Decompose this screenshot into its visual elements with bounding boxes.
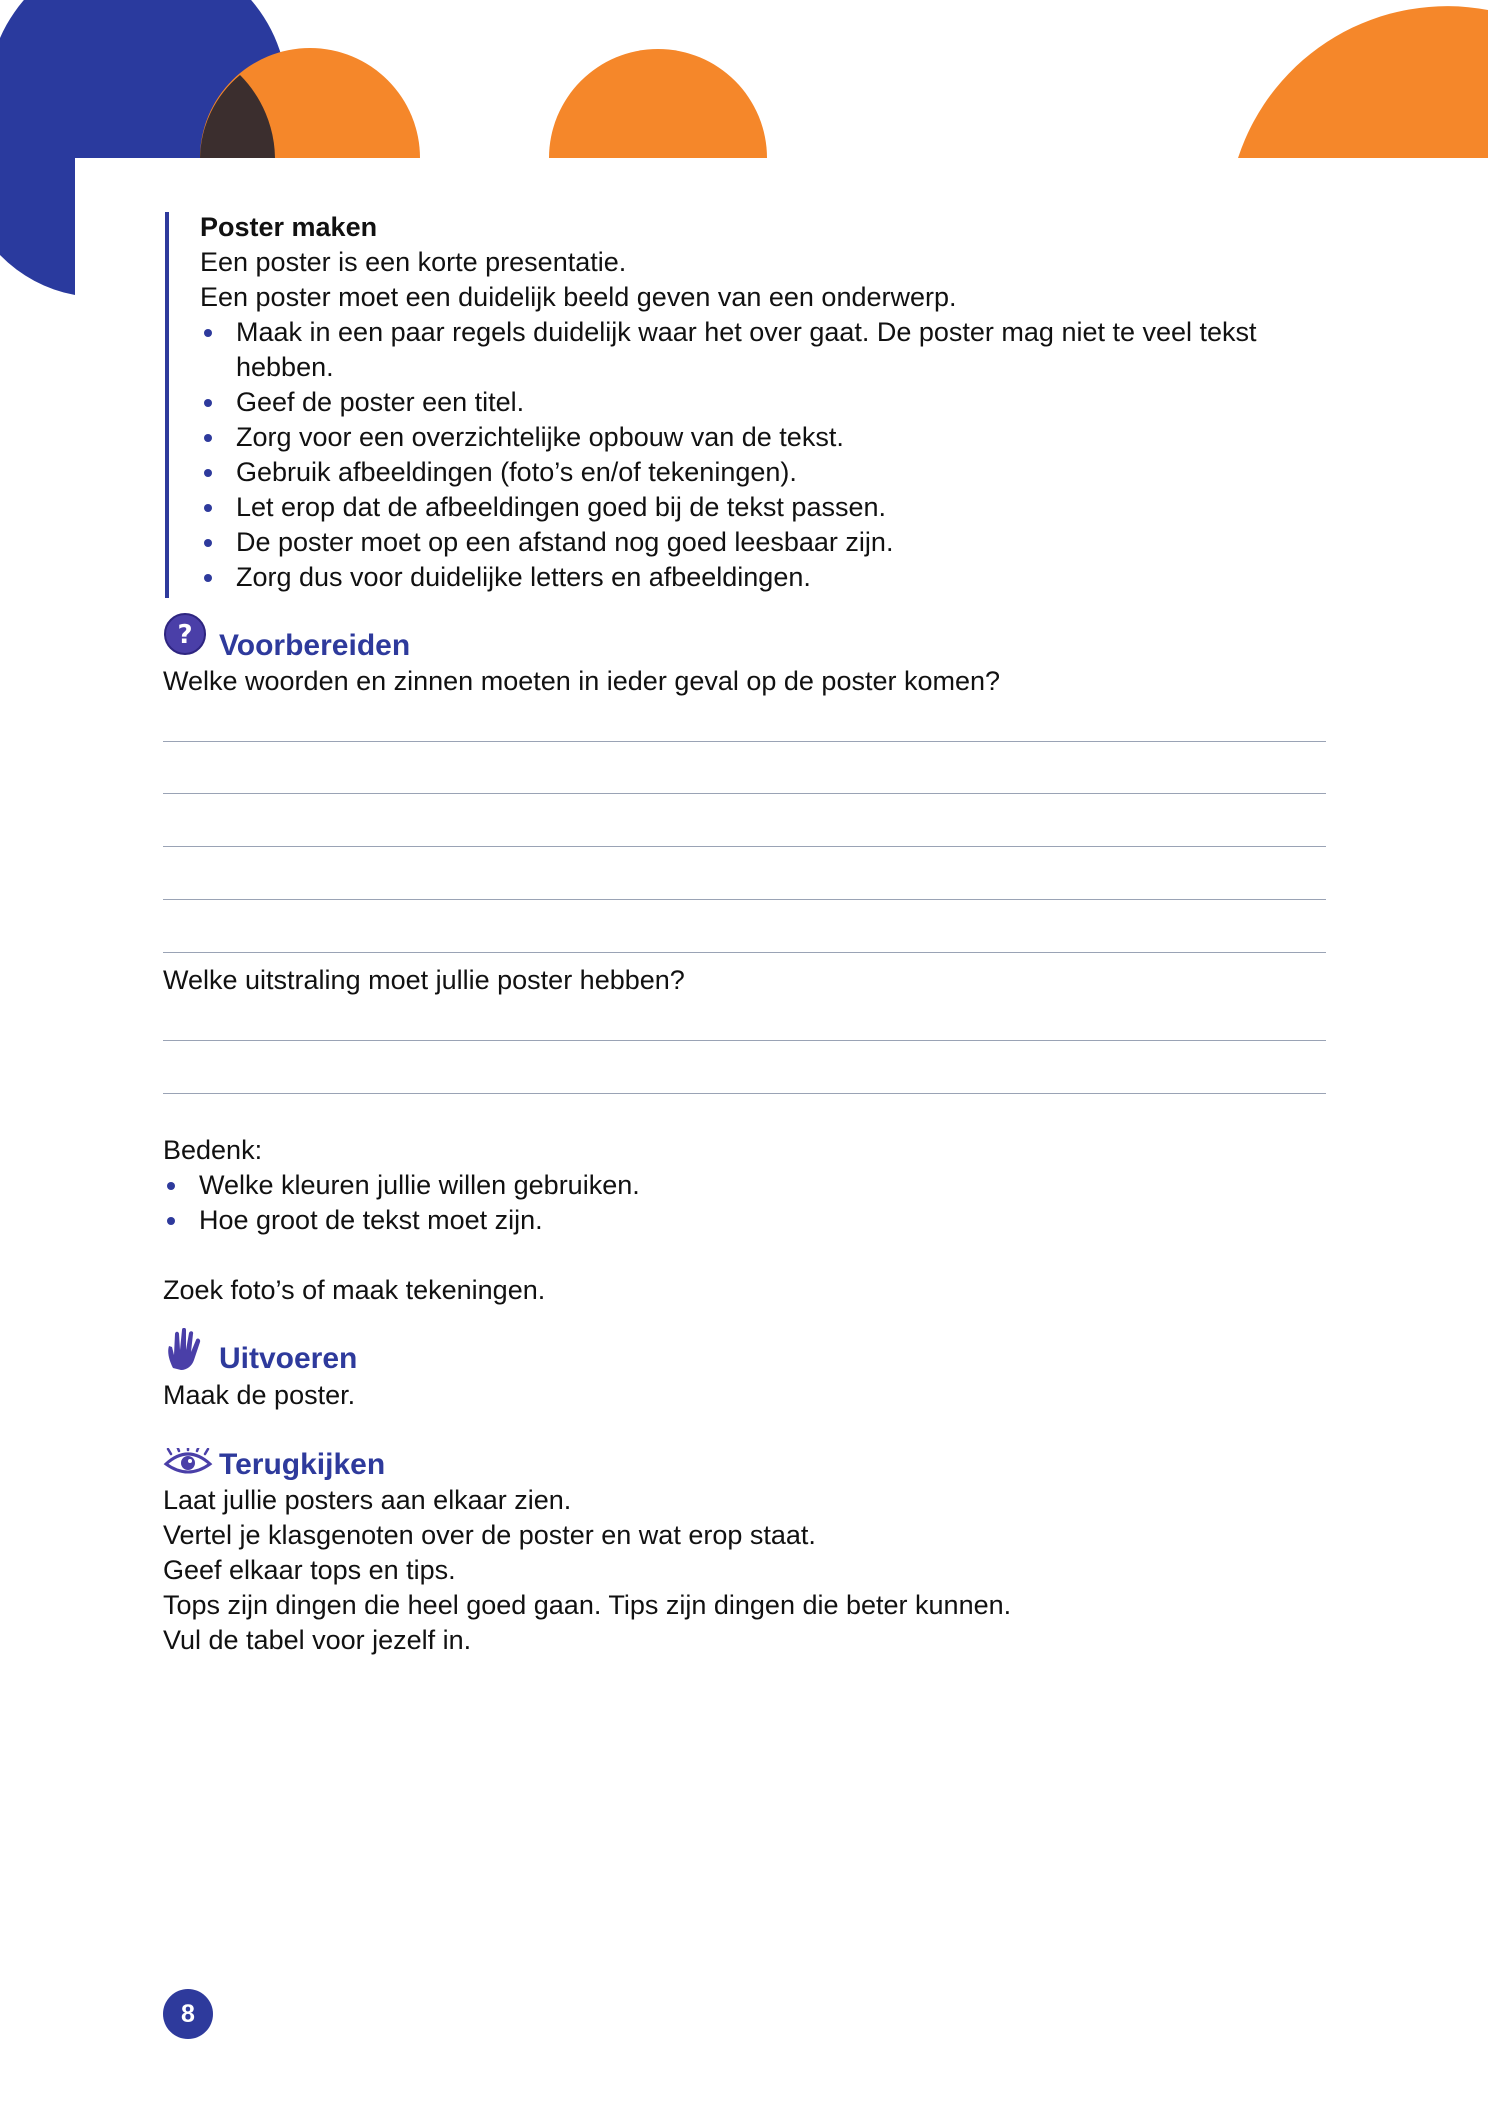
info-intro-1: Een poster is een korte presentatie. [200,247,627,277]
terugkijken-line-3: Geef elkaar tops en tips. [163,1555,456,1585]
list-item: Gebruik afbeeldingen (foto’s en/of tekeningen). [236,455,1257,490]
answer-line[interactable] [163,793,1326,794]
list-item: Geef de poster een titel. [236,385,1257,420]
bedenk-list [199,1168,640,1238]
answer-line[interactable] [163,899,1326,900]
list-item: Maak in een paar regels duidelijk waar het over gaat. De poster mag niet te veel tekst [236,315,1257,350]
info-bullet-list [236,315,1257,595]
bedenk-label: Bedenk: [163,1135,263,1165]
page-number-badge: 8 [163,1989,213,2039]
section-heading-uitvoeren: Uitvoeren [219,1342,358,1375]
zoek-text: Zoek foto’s of maak tekeningen. [163,1275,546,1305]
list-item-continuation: hebben. [236,352,334,382]
terugkijken-line-2: Vertel je klasgenoten over de poster en wat erop staat. [163,1520,816,1550]
question-2: Welke uitstraling moet jullie poster hebben? [163,965,685,995]
hand-icon [163,1328,207,1372]
list-item: Hoe groot de tekst moet zijn. [199,1203,640,1238]
info-box-title: Poster maken [200,212,378,242]
info-box-bar [165,212,169,598]
eye-icon [163,1448,213,1478]
list-item: Zorg dus voor duidelijke letters en afbeeldingen. [236,560,1257,595]
info-intro-2: Een poster moet een duidelijk beeld geven van een onderwerp. [200,282,957,312]
question-mark-icon [163,612,207,656]
answer-line[interactable] [163,952,1326,953]
answer-line[interactable] [163,741,1326,742]
list-item: Welke kleuren jullie willen gebruiken. [199,1168,640,1203]
terugkijken-line-1: Laat jullie posters aan elkaar zien. [163,1485,572,1515]
terugkijken-line-5: Vul de tabel voor jezelf in. [163,1625,472,1655]
answer-line[interactable] [163,1040,1326,1041]
question-1: Welke woorden en zinnen moeten in ieder geval op de poster komen? [163,666,1001,696]
list-item: De poster moet op een afstand nog goed leesbaar zijn. [236,525,1257,560]
uitvoeren-text: Maak de poster. [163,1380,356,1410]
svg-text:?: ? [177,620,193,650]
answer-line[interactable] [163,846,1326,847]
section-heading-terugkijken: Terugkijken [219,1448,386,1481]
answer-line[interactable] [163,1093,1326,1094]
section-heading-voorbereiden: Voorbereiden [219,629,411,662]
terugkijken-line-4: Tops zijn dingen die heel goed gaan. Tips zijn dingen die beter kunnen. [163,1590,1012,1620]
list-item: Zorg voor een overzichtelijke opbouw van de tekst. [236,420,1257,455]
list-item: Let erop dat de afbeeldingen goed bij de tekst passen. [236,490,1257,525]
